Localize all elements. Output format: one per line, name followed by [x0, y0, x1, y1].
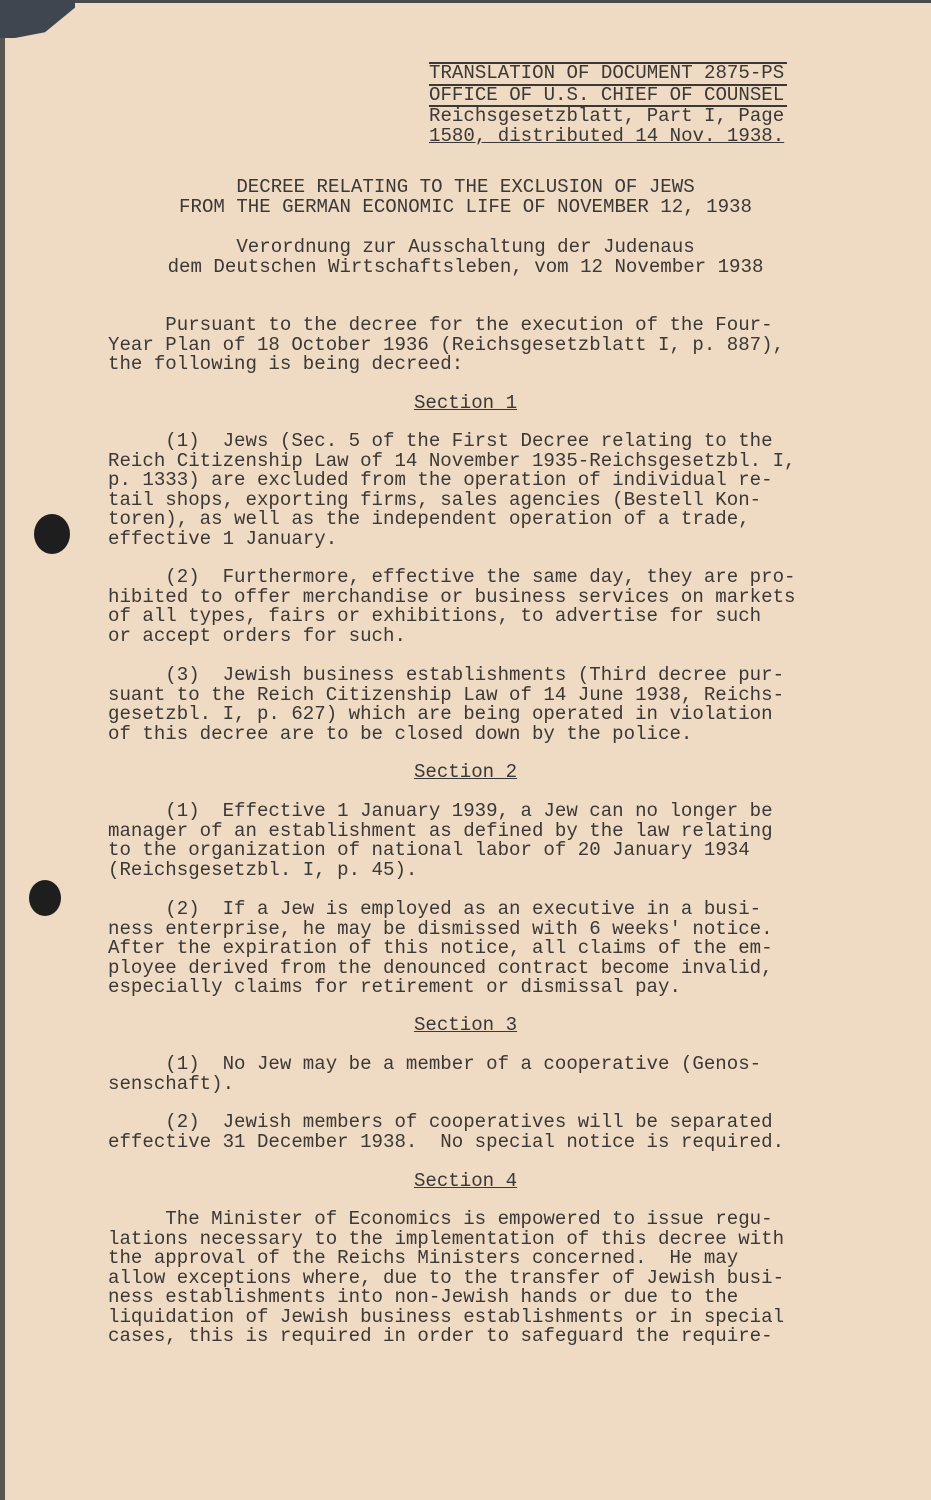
punch-hole [29, 880, 61, 916]
preamble: Pursuant to the decree for the execution of the Four- Year Plan of 18 October 1936 (Reichsgesetzblatt I, p. 887), the following is being decreed: [108, 314, 785, 375]
document-header [429, 62, 787, 146]
header-line: OFFICE OF U.S. CHIEF OF COUNSEL [429, 84, 787, 106]
paragraph: (2) Jewish members of cooperatives will be separated effective 31 December 1938. No special notice is required. [108, 1111, 785, 1153]
header-line: TRANSLATION OF DOCUMENT 2875-PS [429, 62, 787, 84]
paragraph: (1) Jews (Sec. 5 of the First Decree relating to the Reich Citizenship Law of 14 November 1935-Reichsgesetzbl. I, p. 1333) are excluded from the operation of individual re- tail shops, exporting firms, sales agencies (Bestell Kon- toren), as well as the independent operation of a trade, effective 1 January. [108, 430, 796, 550]
title-line: dem Deutschen Wirtschaftsleben, vom 12 November 1938 [167, 255, 764, 278]
paragraph: (3) Jewish business establishments (Third decree pur- suant to the Reich Citizenship Law of 14 June 1938, Reichs- gesetzbl. I, p. 627) which are being operated in violation of this decree are to be closed down by the police. [108, 664, 785, 745]
torn-corner [0, 0, 75, 38]
paragraph: (1) Effective 1 January 1939, a Jew can no longer be manager of an establishment as defined by the law relating to the organization of national labor of 20 January 1934 (Reichsgesetzbl. I, p. 45). [108, 800, 773, 881]
section-heading: Section 1 [413, 392, 518, 414]
paragraph: (2) If a Jew is employed as an executive in a busi- ness enterprise, he may be dismissed with 6 weeks' notice. After the expiration of this notice, all claims of the em- ployee derived from the denounced contract become invalid, especially claims for retirement or dismissal pay. [108, 898, 773, 998]
paragraph: The Minister of Economics is empowered to issue regu- lations necessary to the implementation of this decree with the approval of the Reichs Ministers concerned. He may allow exceptions where, due to the transfer of Jewish busi- ness establishments into non-Jewish hands or due to the liquidation of Jewish business establishments or in special cases, this is required in order to safeguard the require- [108, 1208, 785, 1347]
paragraph: (2) Furthermore, effective the same day, they are pro- hibited to offer merchandise or business services on markets of all types, fairs or exhibitions, to advertise for such or accept orders for such. [108, 566, 796, 647]
title-line: FROM THE GERMAN ECONOMIC LIFE OF NOVEMBER 12, 1938 [179, 195, 752, 218]
section-heading: Section 3 [413, 1014, 518, 1036]
page-top-edge [75, 0, 931, 3]
header-line: 1580, distributed 14 Nov. 1938. [429, 124, 785, 147]
section-heading: Section 2 [413, 761, 518, 783]
document-title [0, 178, 931, 217]
punch-hole [34, 514, 70, 554]
german-title [0, 238, 931, 277]
title-line: DECREE RELATING TO THE EXCLUSION OF JEWS [236, 176, 695, 198]
paragraph: (1) No Jew may be a member of a cooperative (Genos- senschaft). [108, 1053, 762, 1095]
page-edge [0, 0, 5, 1500]
header-line: Reichsgesetzblatt, Part I, Page [429, 105, 787, 127]
title-line: Verordnung zur Ausschaltung der Judenaus [236, 236, 695, 258]
section-heading: Section 4 [413, 1170, 518, 1192]
